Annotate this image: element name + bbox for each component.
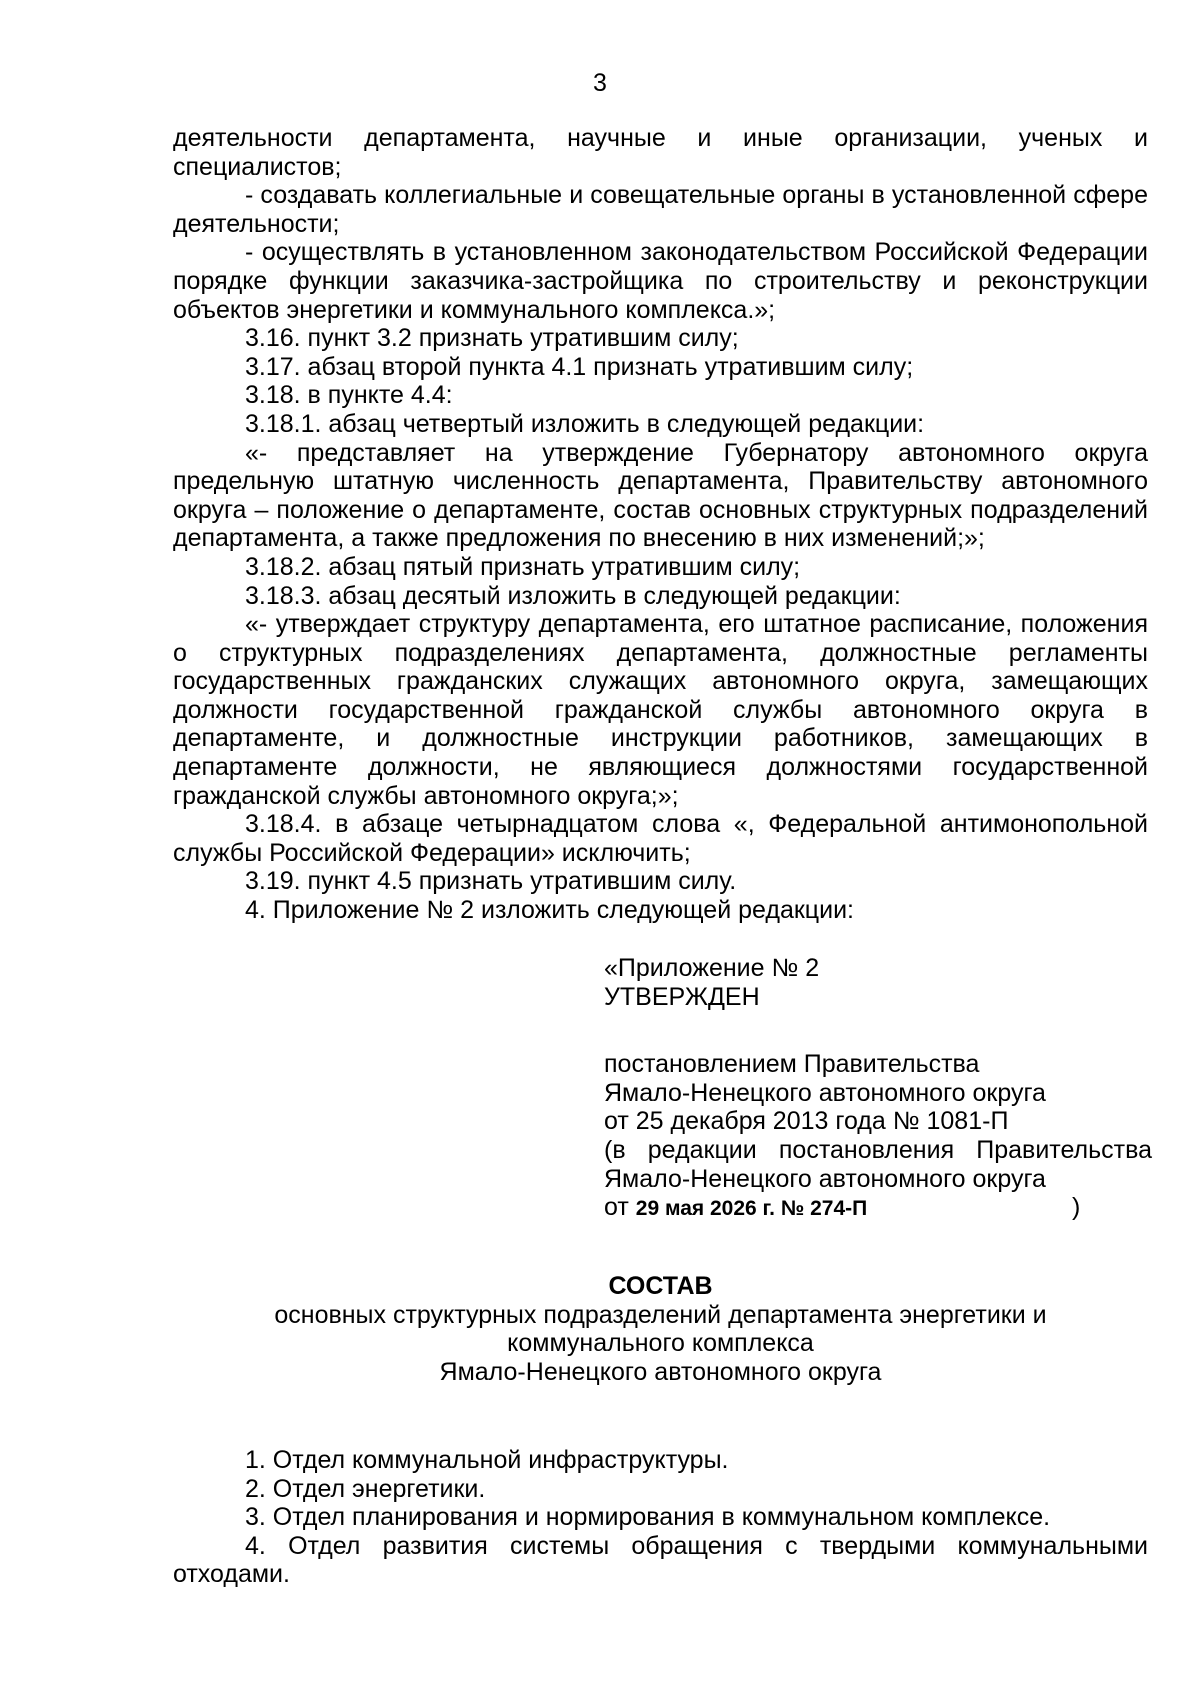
- list-item: 1. Отдел коммунальной инфраструктуры.: [245, 1446, 729, 1474]
- revision-date-row: [604, 1193, 1152, 1222]
- paragraph: 3.18. в пункте 4.4:: [245, 381, 453, 410]
- list-item: 2. Отдел энергетики.: [245, 1474, 486, 1503]
- page-number: 3: [593, 69, 607, 97]
- list-item: 3. Отдел планирования и нормирования в коммунальном комплексе.: [245, 1503, 1051, 1532]
- approved-label: УТВЕРЖДЕН: [604, 982, 760, 1011]
- list-item: 4. Отдел развития системы обращения с твердыми коммунальными отходами.: [173, 1531, 1148, 1589]
- paragraph: деятельности департамента, научные и иные организации, ученых и специалистов;: [173, 124, 1148, 181]
- paragraph: - создавать коллегиальные и совещательные органы в установленной сфере деятельности;: [173, 181, 1148, 238]
- revision-date-stamp: 29 мая 2026 г. № 274-П: [635, 1197, 868, 1221]
- paragraph: 3.19. пункт 4.5 признать утратившим силу.: [245, 867, 737, 896]
- paragraph: 3.18.4. в абзаце четырнадцатом слова «, Федеральной антимонопольной службы Российской Федерации» исключить;: [173, 810, 1148, 867]
- paragraph: 3.18.1. абзац четвертый изложить в следующей редакции:: [245, 409, 925, 438]
- original-date-line: от 25 декабря 2013 года № 1081-П: [604, 1107, 1009, 1136]
- paragraph: - осуществлять в установленном законодательством Российской Федерации порядке функции заказчика-застройщика по строительству и реконструкции объектов энергетики и коммунального комплекса.»;: [173, 238, 1148, 324]
- paragraph: «- представляет на утверждение Губернатору автономного округа предельную штатную численность департамента, Правительству автономного округа – положение о департаменте, состав основных структурных подразделений департамента, а также предложения по внесению в них изменений;»;: [173, 438, 1148, 553]
- paragraph: 3.16. пункт 3.2 признать утратившим силу;: [245, 324, 739, 353]
- paragraph: «- утверждает структуру департамента, его штатное расписание, положения о структурных подразделениях департамента, должностные регламенты государственных гражданских служащих автономного округа, замещающих должности государственной гражданской службы автономного округа в департаменте, и должностные инструкции работников, замещающих в департаменте должности, не являющиеся должностями государственной гражданской службы автономного округа;»;: [173, 610, 1148, 810]
- composition-heading: СОСТАВ: [608, 1272, 713, 1300]
- appendix-label: «Приложение № 2: [604, 954, 820, 982]
- composition-subtitle-line: Ямало-Ненецкого автономного округа: [439, 1357, 882, 1386]
- composition-subtitle-line: коммунального комплекса: [507, 1329, 814, 1358]
- paragraph: 3.17. абзац второй пункта 4.1 признать утратившим силу;: [245, 352, 914, 381]
- body-text: [173, 124, 1148, 925]
- composition-title-block: [173, 1272, 1148, 1386]
- revision-date-prefix: от: [604, 1193, 629, 1222]
- closing-parenthesis: ): [1072, 1193, 1081, 1222]
- revision-line: (в редакции постановления Правительства: [604, 1135, 1152, 1164]
- departments-list: [173, 1446, 1148, 1589]
- revision-region-line: Ямало-Ненецкого автономного округа: [604, 1164, 1046, 1193]
- paragraph: 4. Приложение № 2 изложить следующей редакции:: [245, 896, 854, 925]
- composition-subtitle-line: основных структурных подразделений департамента энергетики и: [274, 1300, 1047, 1329]
- paragraph: 3.18.2. абзац пятый признать утратившим силу;: [245, 552, 801, 581]
- appendix-approval-block: [604, 954, 1152, 1222]
- region-line: Ямало-Ненецкого автономного округа: [604, 1078, 1046, 1107]
- resolution-line: постановлением Правительства: [604, 1050, 980, 1079]
- paragraph: 3.18.3. абзац десятый изложить в следующей редакции:: [245, 581, 901, 610]
